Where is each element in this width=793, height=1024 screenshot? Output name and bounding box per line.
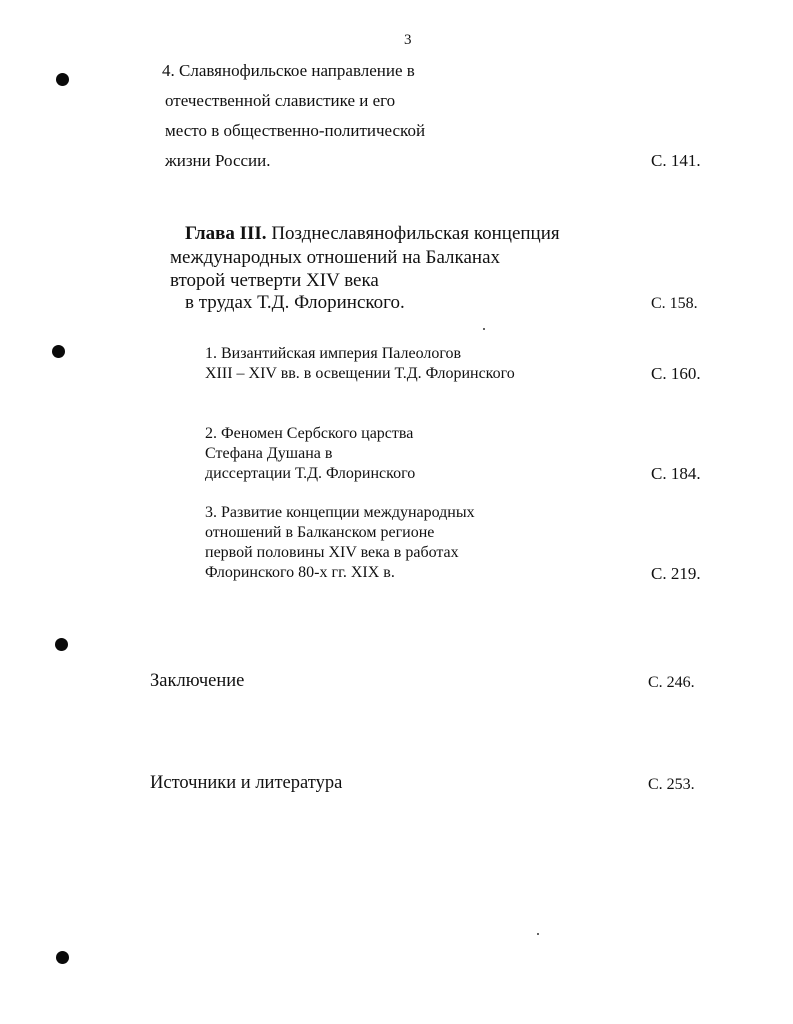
item1-line-2: XIII – XIV вв. в освещении Т.Д. Флоринского xyxy=(205,365,515,382)
chapter3-title-line-1 xyxy=(185,223,560,245)
scan-speck-2 xyxy=(537,933,539,935)
sources-label: Источники и литература xyxy=(150,773,343,793)
chapter3-title-line-2: международных отношений на Балканах xyxy=(170,247,501,268)
section4-line-2: отечественной славистике и его xyxy=(165,91,396,110)
item2-line-2: Стефана Душана в xyxy=(205,445,333,462)
item2-line-1: 2. Феномен Сербского царства xyxy=(205,425,414,442)
section4-line-4: жизни России. xyxy=(165,151,271,170)
chapter3-title-line-4: в трудах Т.Д. Флоринского. xyxy=(185,292,405,313)
punch-hole-1 xyxy=(56,73,69,86)
conclusion-label: Заключение xyxy=(150,671,245,691)
chapter3-label: Глава III. xyxy=(185,223,267,244)
scan-speck-1 xyxy=(483,328,485,330)
item1-line-1: 1. Византийская империя Палеологов xyxy=(205,345,462,362)
punch-hole-3 xyxy=(55,638,68,651)
item3-page: С. 219. xyxy=(651,564,701,583)
punch-hole-2 xyxy=(52,345,65,358)
section4-line-1: 4. Славянофильское направление в xyxy=(162,61,415,80)
section4-page: С. 141. xyxy=(651,151,701,170)
sources-page: С. 253. xyxy=(648,776,695,793)
item1-page: С. 160. xyxy=(651,364,701,383)
chapter3-page: С. 158. xyxy=(651,295,698,312)
item2-line-3: диссертации Т.Д. Флоринского xyxy=(205,465,416,482)
item3-line-1: 3. Развитие концепции международных xyxy=(205,504,475,521)
chapter3-title-line-3: второй четверти XIV века xyxy=(170,270,379,291)
item2-page: С. 184. xyxy=(651,464,701,483)
conclusion-page: С. 246. xyxy=(648,674,695,691)
item3-line-2: отношений в Балканском регионе xyxy=(205,524,435,541)
chapter3-title-first: Позднеславянофильская концепция xyxy=(266,223,560,244)
page-number: 3 xyxy=(404,32,412,48)
punch-hole-4 xyxy=(56,951,69,964)
item3-line-3: первой половины XIV века в работах xyxy=(205,544,459,561)
item3-line-4: Флоринского 80-х гг. XIX в. xyxy=(205,564,395,581)
section4-line-3: место в общественно-политической xyxy=(165,121,426,140)
